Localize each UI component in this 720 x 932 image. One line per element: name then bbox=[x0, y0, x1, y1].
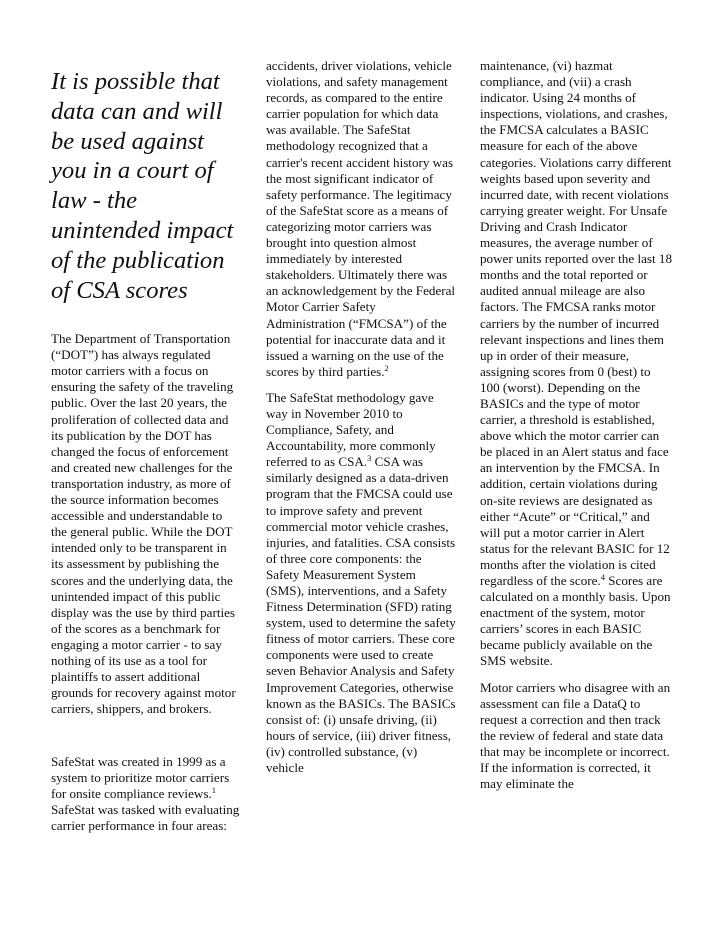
column-2 bbox=[266, 58, 456, 776]
column-1 bbox=[51, 318, 241, 847]
footnote-marker: 2 bbox=[384, 362, 389, 373]
paragraph bbox=[480, 58, 672, 670]
column-3 bbox=[480, 58, 672, 792]
text-run: SafeStat was created in 1999 as a system to prioritize motor carriers for onsite compliance reviews. bbox=[51, 753, 230, 801]
paragraph bbox=[51, 754, 241, 834]
paragraph bbox=[266, 390, 456, 776]
paragraph bbox=[266, 58, 456, 380]
paragraph: The Department of Transportation (“DOT”) has always regulated motor carriers with a focus on ensuring the safety of the traveling public. Over the last 20 years, the proliferation of collected data and its publication by the DOT has changed the focus of enforcement and created new challenges for the transportation industry, as more of the source information becomes accessible and understandable to the general public. While the DOT intended only to be transparent in its assessment by publishing the scores and the underlying data, the unintended impact of this public display was the use by third parties of the scores as a benchmark for engaging a motor carrier - to say nothing of its use as a tool for plaintiffs to assert additional grounds for recovery against motor carriers, shippers, and brokers. bbox=[51, 331, 236, 717]
footnote-marker: 1 bbox=[211, 784, 216, 795]
text-run: CSA was similarly designed as a data-driven program that the FMCSA could use to improve safety and prevent commercial motor vehicle crashes, injuries, and fatalities. CSA consists of three core components: the Safety Measurement System (SMS), interventions, and a Safety Fitness Determination (SFD) rating system, used to determine the safety fitness of motor carriers. These core components were used to create seven Behavior Analysis and Safety Improvement Categories, otherwise known as the BASICs. The BASICs consist of: (i) unsafe driving, (ii) hours of service, (iii) driver fitness, (iv) controlled substance, (v) vehicle bbox=[266, 454, 456, 776]
footnote-marker: 3 bbox=[367, 453, 372, 464]
text-run: The SafeStat methodology gave way in November 2010 to Compliance, Safety, and Accountability, more commonly referred to as CSA. bbox=[266, 389, 436, 470]
text-run: accidents, driver violations, vehicle violations, and safety management records, as compared to the entire carrier population for which data was available. The SafeStat methodology recognized that a carrier's recent accident history was the most significant indicator of safety performance. The legitimacy of the SafeStat score as a means of categorizing motor carriers was brought into question almost immediately by interested stakeholders. Ultimately there was an acknowledgement by the Federal Motor Carrier Safety Administration (“FMCSA”) of the potential for inaccurate data and it issued a warning on the use of the scores by third parties. bbox=[266, 58, 456, 379]
footnote-marker: 4 bbox=[600, 572, 605, 582]
article-title: It is possible that data can and will be used against you in a court of law - the unintended impact of the publication of CSA scores bbox=[51, 68, 234, 304]
text-run: maintenance, (vi) hazmat compliance, and (vii) a crash indicator. Using 24 months of inspections, violations, and crashes, the FMCSA calculates a BASIC measure for each of the above categories. Violations carry different weights based upon severity and incurred date, with recent violations carrying greater weight. For Unsafe Driving and Crash Indicator measures, the average number of power units reported over the last 18 months and the total reported or audited annual mileage are also factors. The FMCSA ranks motor carriers by the number of incurred relevant inspections and lines them up in order of their measure, assigning scores from 0 (best) to 100 (worst). Depending on the BASICs and the type of motor carrier, a threshold is established, above which the motor carrier can be placed in an Alert status and face an intervention by the FMCSA. In addition, certain violations during on-site reviews are designated as either “Acute” or “Critical,” and will put a motor carrier in Alert status for the relevant BASIC for 12 months after the violation is cited regardless of the score. bbox=[480, 58, 672, 588]
paragraph: Motor carriers who disagree with an assessment can file a DataQ to request a correction and then track the review of federal and state data that may be incomplete or incorrect. If the information is corrected, it may eliminate the bbox=[480, 679, 671, 792]
text-run: Scores are calculated on a monthly basis. Upon enactment of the system, motor carriers’ scores in each BASIC became publicly available on the SMS website. bbox=[480, 573, 671, 669]
text-run: SafeStat was tasked with evaluating carrier performance in four areas: bbox=[51, 801, 240, 833]
